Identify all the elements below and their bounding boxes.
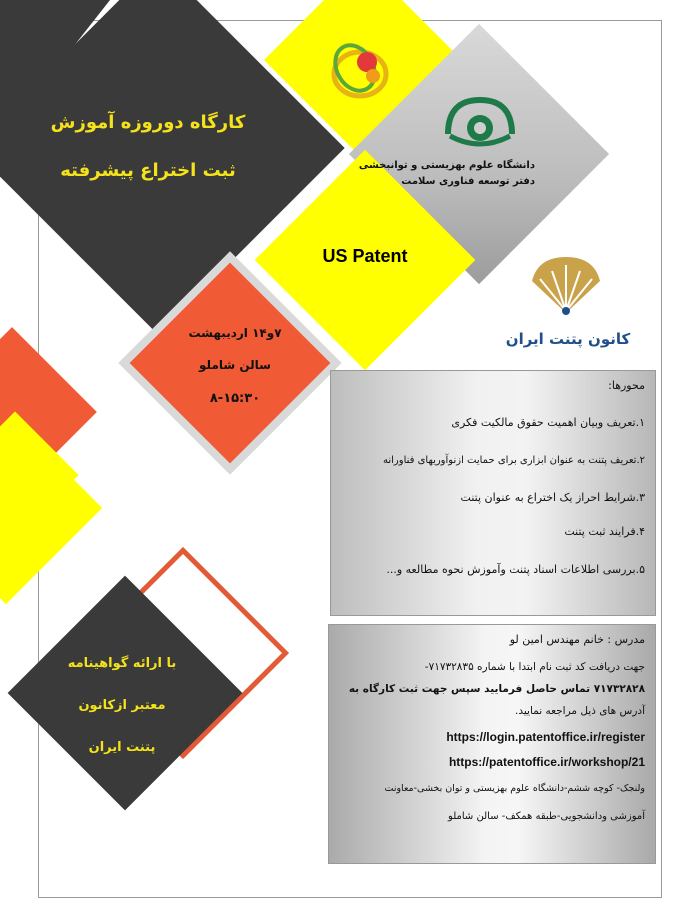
registration-text: جهت دریافت کد ثبت نام ابتدا با شماره ۷۱۷۳۲۸۳۵- xyxy=(424,661,645,673)
patent-center-name: کانون پتنت ایران xyxy=(505,330,631,348)
address-text: آموزشی ودانشجویی-طبقه همکف- سالن شاملو xyxy=(448,811,645,822)
schedule-time: ۸-۱۵:۳۰ xyxy=(209,391,261,406)
topic-item: ۴.فرایند ثبت پتنت xyxy=(564,525,645,538)
register-link[interactable]: https://login.patentoffice.ir/register xyxy=(446,730,645,744)
us-patent-label: US Patent xyxy=(322,246,408,266)
info-box xyxy=(328,624,656,864)
certificate-line2: معتبر ازکانون xyxy=(78,698,166,713)
patent-center-logo xyxy=(528,253,604,315)
university-logo xyxy=(440,94,520,156)
address-text: ولنجک- کوچه ششم-دانشگاه علوم بهزیستی و توان بخشی-معاونت xyxy=(384,783,645,794)
workshop-link[interactable]: https://patentoffice.ir/workshop/21 xyxy=(448,755,645,769)
topic-item: ۱.تعریف وبیان اهمیت حقوق مالکیت فکری xyxy=(451,416,645,429)
topics-heading: محورها: xyxy=(608,379,645,392)
certificate-line3: پتنت ایران xyxy=(88,740,156,755)
university-office: دفتر توسعه فناوری سلامت xyxy=(401,176,535,187)
schedule-date: ۷و۱۴ اردیبهشت xyxy=(188,326,282,340)
topic-item: ۵.بررسی اطلاعات اسناد پتنت وآموزش نحوه مطالعه و... xyxy=(386,563,645,576)
instructor-name: مدرس : خانم مهندس امین لو xyxy=(509,633,645,646)
certificate-line1: با ارائه گواهینامه xyxy=(67,656,177,671)
topic-item: ۳.شرایط احراز یک اختراع به عنوان پتنت xyxy=(460,491,645,504)
page-title-line1: کارگاه دوروزه آموزش xyxy=(50,112,246,133)
topic-item: ۲.تعریف پتنت به عنوان ابزاری برای حمایت ازنوآوریهای فناورانه xyxy=(382,455,645,466)
registration-text: ۷۱۷۳۲۸۲۸ تماس حاصل فرمایید سپس جهت ثبت کارگاه به xyxy=(348,683,645,695)
page-title-line2: ثبت اختراع پیشرفته xyxy=(60,160,236,181)
workshop-logo xyxy=(325,36,395,106)
schedule-venue: سالن شاملو xyxy=(199,358,271,372)
university-name: دانشگاه علوم بهزیستی و توانبخشی xyxy=(358,160,535,171)
registration-text: آدرس های ذیل مراجعه نمایید. xyxy=(515,705,645,717)
topics-box xyxy=(330,370,656,616)
